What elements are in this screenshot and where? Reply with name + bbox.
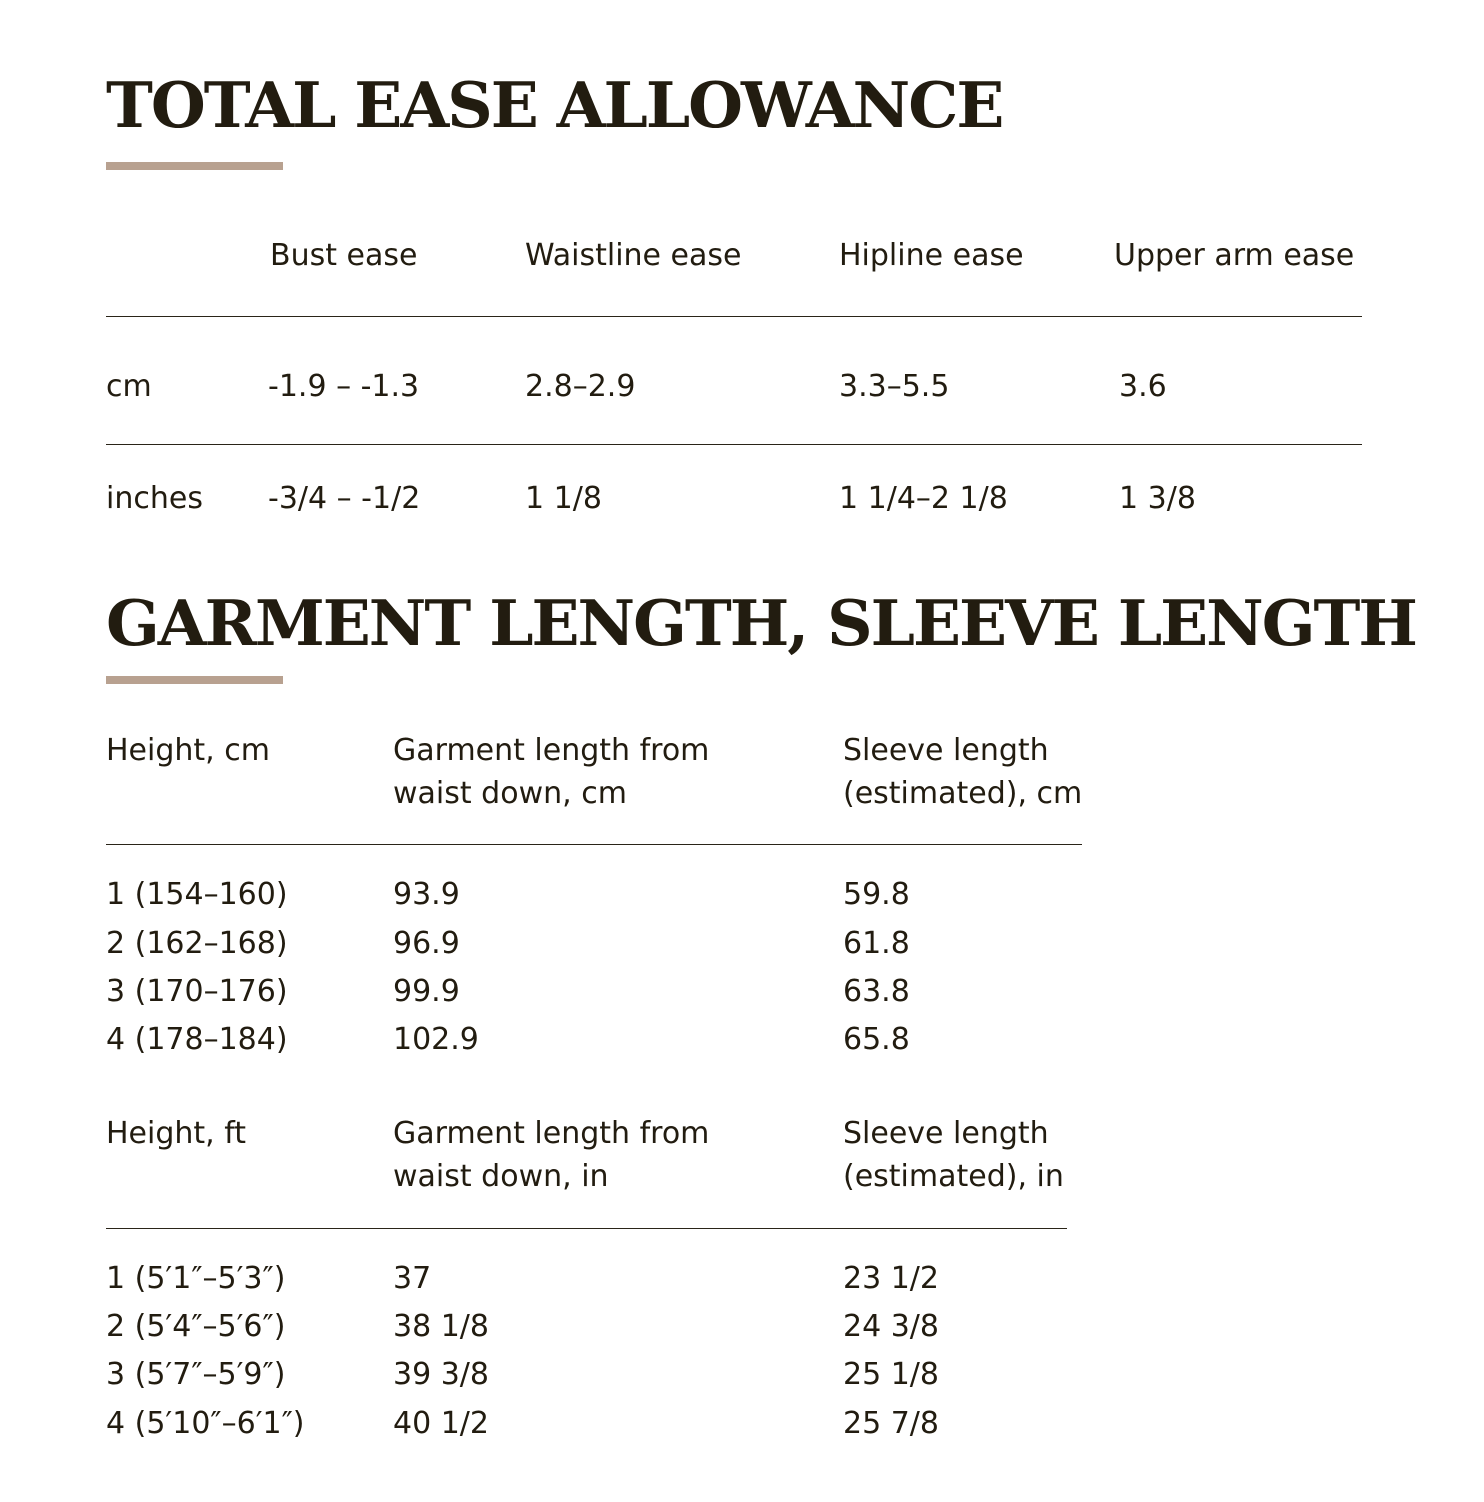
ease-cm-upper-arm: 3.6 xyxy=(1119,369,1167,404)
metric-row-4-height: 4 (178–184) xyxy=(106,1022,288,1057)
metric-header-divider xyxy=(106,844,1082,845)
ease-in-hipline: 1 1/4–2 1/8 xyxy=(839,481,1008,516)
ease-row-inches-label: inches xyxy=(106,481,203,516)
metric-row-2-sleeve: 61.8 xyxy=(843,926,910,961)
garment-title-accent-bar xyxy=(106,676,283,684)
metric-row-3-height: 3 (170–176) xyxy=(106,974,288,1009)
imperial-row-4-sleeve: 25 7/8 xyxy=(843,1406,939,1441)
ease-row-divider xyxy=(106,444,1362,445)
imperial-header-garment-length: Garment length from waist down, in xyxy=(393,1116,710,1194)
metric-row-1-sleeve: 59.8 xyxy=(843,877,910,912)
ease-header-waistline: Waistline ease xyxy=(525,238,742,273)
ease-header-upper-arm: Upper arm ease xyxy=(1114,238,1355,273)
metric-row-3-sleeve: 63.8 xyxy=(843,974,910,1009)
imperial-row-2-garment: 38 1/8 xyxy=(393,1309,489,1344)
imperial-row-3-height: 3 (5′7″–5′9″) xyxy=(106,1357,286,1392)
ease-header-hipline: Hipline ease xyxy=(839,238,1024,273)
metric-row-2-height: 2 (162–168) xyxy=(106,926,288,961)
ease-cm-hipline: 3.3–5.5 xyxy=(839,369,950,404)
imperial-row-1-height: 1 (5′1″–5′3″) xyxy=(106,1261,286,1296)
metric-row-1-garment: 93.9 xyxy=(393,877,460,912)
imperial-header-divider xyxy=(106,1228,1067,1229)
ease-title-accent-bar xyxy=(106,162,283,170)
imperial-row-1-sleeve: 23 1/2 xyxy=(843,1261,939,1296)
metric-row-4-sleeve: 65.8 xyxy=(843,1022,910,1057)
metric-header-height: Height, cm xyxy=(106,733,270,768)
imperial-row-3-sleeve: 25 1/8 xyxy=(843,1357,939,1392)
metric-row-1-height: 1 (154–160) xyxy=(106,877,288,912)
ease-in-waistline: 1 1/8 xyxy=(525,481,602,516)
garment-section-title: GARMENT LENGTH, SLEEVE LENGTH xyxy=(106,586,1416,660)
metric-row-4-garment: 102.9 xyxy=(393,1022,479,1057)
imperial-row-4-garment: 40 1/2 xyxy=(393,1406,489,1441)
metric-row-3-garment: 99.9 xyxy=(393,974,460,1009)
ease-in-upper-arm: 1 3/8 xyxy=(1119,481,1196,516)
imperial-header-sleeve-length: Sleeve length (estimated), in xyxy=(843,1116,1064,1194)
ease-row-cm-label: cm xyxy=(106,369,152,404)
imperial-row-1-garment: 37 xyxy=(393,1261,432,1296)
metric-row-2-garment: 96.9 xyxy=(393,926,460,961)
imperial-row-3-garment: 39 3/8 xyxy=(393,1357,489,1392)
metric-header-sleeve-length: Sleeve length (estimated), cm xyxy=(843,733,1083,811)
imperial-row-2-height: 2 (5′4″–5′6″) xyxy=(106,1309,286,1344)
ease-section-title: TOTAL EASE ALLOWANCE xyxy=(106,68,1003,142)
imperial-row-4-height: 4 (5′10″–6′1″) xyxy=(106,1406,305,1441)
ease-cm-bust: -1.9 – -1.3 xyxy=(268,369,420,404)
imperial-header-height: Height, ft xyxy=(106,1116,247,1151)
imperial-row-2-sleeve: 24 3/8 xyxy=(843,1309,939,1344)
ease-in-bust: -3/4 – -1/2 xyxy=(268,481,421,516)
ease-cm-waistline: 2.8–2.9 xyxy=(525,369,636,404)
ease-header-divider xyxy=(106,316,1362,317)
metric-header-garment-length: Garment length from waist down, cm xyxy=(393,733,710,811)
ease-header-bust: Bust ease xyxy=(270,238,418,273)
